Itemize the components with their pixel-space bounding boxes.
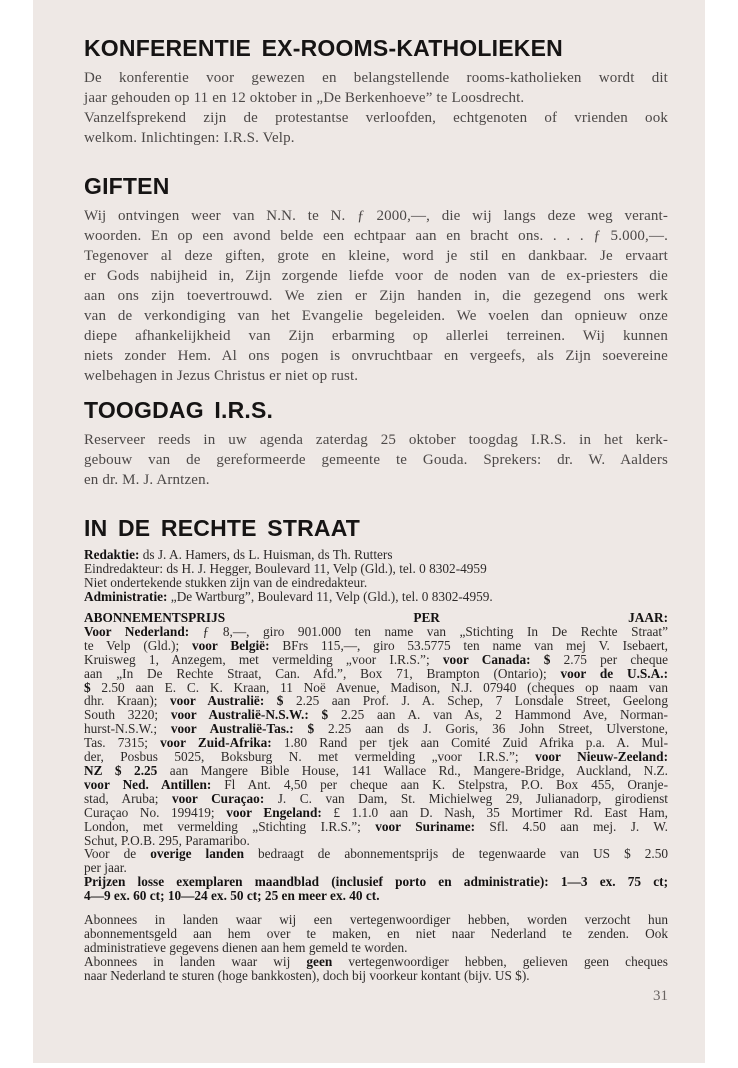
text-line <box>84 750 668 764</box>
text-line <box>84 941 668 955</box>
bold-label: Administratie: <box>84 588 168 604</box>
text-line <box>84 927 668 941</box>
bold-label: voor Zuid-Afrika: <box>160 735 272 751</box>
text-run: vertegenwoordiger hebben, gelieven geen cheques <box>332 954 668 969</box>
heading-konferentie: KONFERENTIE EX-ROOMS-KATHOLIEKEN <box>84 35 563 61</box>
text-run: aan „In De Rechte Straat, Can. Afd.”, Box 71, Brampton (Ontario); <box>84 665 561 681</box>
text-line <box>84 694 668 708</box>
text-line <box>84 847 668 861</box>
bold-label: voor Nieuw-Zeeland: <box>535 749 668 765</box>
text-line: Wij ontvingen weer van N.N. te N. ƒ 2000,—, die wij langs deze weg verant- <box>84 208 668 224</box>
text-line: Vanzelfsprekend zijn de protestantse verloofden, echtgenoten of vrienden ook <box>84 110 668 126</box>
text-line <box>84 681 668 695</box>
colofon-note-vertegenwoordiger <box>84 913 668 955</box>
text-run: Fl Ant. 4,50 per cheque aan K. Stelpstra, P.O. Box 455, Oranje- <box>211 776 668 792</box>
text-line <box>84 792 668 806</box>
text-line <box>84 778 668 792</box>
bold-label: voor België: <box>191 637 270 653</box>
text-run: „De Wartburg”, Boulevard 11, Velp (Gld.), tel. 0 8302-4959. <box>167 588 493 604</box>
text-run: 2.25 aan A. van As, 2 Hammond Ave, Norman- <box>328 707 668 723</box>
text-run: Kruisweg 1, Anzegem, met vermelding „voor I.R.S.”; <box>84 651 443 667</box>
heading-giften: GIFTEN <box>84 173 170 199</box>
text-line: jaar gehouden op 11 en 12 oktober in „De Berkenhoeve” te Loosdrecht. <box>84 90 525 106</box>
text-line: Tegenover al deze giften, grote en kleine, word je stil en dankbaar. Je ervaart <box>84 248 668 264</box>
text-run: ds J. A. Hamers, ds L. Huisman, ds Th. Rutters <box>139 547 393 562</box>
text-line <box>84 955 668 969</box>
text-line <box>84 875 668 889</box>
text-line: welkom. Inlichtingen: I.R.S. Velp. <box>84 130 295 146</box>
text-run: te Velp (Gld.); <box>84 637 192 653</box>
text-run: BFrs 115,—, giro 53.5775 ten name van mej V. Isebaert, <box>269 637 668 653</box>
colofon-redaktie <box>84 548 668 604</box>
text-line <box>84 576 668 590</box>
bold-label: NZ $ 2.25 <box>84 762 158 778</box>
text-run: Sfl. 4.50 aan mej. J. W. <box>475 818 668 834</box>
bold-label: geen <box>306 954 333 969</box>
text-run: Abonnees in landen waar wij <box>84 954 307 969</box>
text-line: Reserveer reeds in uw agenda zaterdag 25 oktober toogdag I.R.S. in het kerk- <box>84 432 668 448</box>
bold-label: Redaktie: <box>84 547 140 562</box>
text-line: er Gods nabijheid in, Zijn zorgende liefde voor de noden van de ex-priesters die <box>84 268 668 284</box>
text-run: Eindredakteur: ds H. J. Hegger, Boulevard 11, Velp (Gld.), tel. 0 8302-4959 <box>84 560 487 576</box>
text-run: London, met vermelding „Stichting I.R.S.”; <box>84 818 376 834</box>
text-run: bedraagt de abonnementsprijs de tegenwaarde van US $ 2.50 <box>243 846 669 862</box>
bold-label: voor Australië-N.S.W.: $ <box>170 707 329 723</box>
text-line: diepe afhankelijkheid van Zijn erbarming op allerlei terreinen. Wij kunnen <box>84 328 668 344</box>
text-line: en dr. M. J. Arntzen. <box>84 472 210 488</box>
text-run: dhr. Kraan); <box>84 693 170 709</box>
text-run: £ 1.1.0 aan D. Nash, 35 Mortimer Rd. East Ham, <box>321 804 668 820</box>
bold-label: voor Australië-Tas.: $ <box>170 721 315 737</box>
text-run: 2.75 per cheque <box>550 651 669 667</box>
bold-label: Voor Nederland: <box>84 623 190 639</box>
text-line: woorden. En op een avond belde een echtpaar aan en bracht ons. . . . ƒ 5.000,—. <box>84 228 668 244</box>
bold-label: Prijzen losse exemplaren maandblad (inclusief porto en administratie): 1—3 ex. 75 ct; <box>84 874 668 890</box>
text-line: welbehagen in Jezus Christus er niet op rust. <box>84 368 359 384</box>
text-line <box>84 653 668 667</box>
text-line <box>84 764 668 778</box>
paragraph-toogdag <box>84 430 668 490</box>
text-line: aan ons zijn toevertrouwd. We zien er Zijn handen in, die gezegend ons werk <box>84 288 668 304</box>
text-line <box>84 820 668 834</box>
bold-label: voor Australië: $ <box>169 693 284 709</box>
heading-toogdag: TOOGDAG I.R.S. <box>84 397 274 423</box>
text-line <box>84 861 668 875</box>
bold-label: voor Suriname: <box>375 818 476 834</box>
page-number: 31 <box>653 988 668 1004</box>
heading-colofon: IN DE RECHTE STRAAT <box>84 515 361 541</box>
text-run: hurst-N.S.W.; <box>84 721 171 737</box>
text-run: der, Posbus 5025, Boksburg N. met vermelding „voor I.R.S.”; <box>84 749 536 765</box>
text-line <box>84 806 668 820</box>
text-line <box>84 625 668 639</box>
text-line: van de verkondiging van het Evangelie begeleiden. We voelen dan opnieuw onze <box>84 308 668 324</box>
text-run: 2.50 aan E. C. K. Kraan, 11 Noë Avenue, Madison, N.J. 07940 (cheques op naam van <box>90 679 668 695</box>
text-line <box>84 611 668 625</box>
text-line <box>84 562 668 576</box>
text-run: naar Nederland te sturen (hoge bankkosten), doch bij voorkeur kontant (bijv. US $). <box>84 967 530 983</box>
text-run: stad, Aruba; <box>84 790 172 806</box>
text-run: aan Mangere Bible House, 141 Wallace Rd., Mangere-Bridge, Auckland, N.Z. <box>157 762 668 778</box>
text-run: South 3220; <box>84 707 171 723</box>
text-line <box>84 590 668 604</box>
text-line <box>84 736 668 750</box>
text-run: Voor de <box>84 846 151 862</box>
text-line <box>84 722 668 736</box>
bold-label: 4—9 ex. 60 ct; 10—24 ex. 50 ct; 25 en meer ex. 40 ct. <box>84 888 380 904</box>
text-line <box>84 708 668 722</box>
text-line <box>84 548 668 562</box>
text-run: administratieve gegevens dienen aan hem gemeld te worden. <box>84 939 408 955</box>
text-line <box>84 889 668 903</box>
bold-label: overige landen <box>150 846 244 862</box>
text-line: niets zonder Hem. Al ons pogen is onvruchtbaar en vergeefs, als Zijn soevereine <box>84 348 668 364</box>
text-run: ƒ 8,—, giro 901.000 ten name van „Stichting In De Rechte Straat” <box>189 623 668 639</box>
bold-label: voor Curaçao: <box>171 790 265 806</box>
text-run: Schut, P.O.B. 295, Paramaribo. <box>84 832 250 848</box>
bold-label: voor de U.S.A.: <box>560 665 668 681</box>
bold-label: $ <box>84 679 91 695</box>
text-run: 2.25 aan ds J. Goris, 36 John Street, Ulverstone, <box>314 721 669 737</box>
text-run: Tas. 7315; <box>84 735 161 751</box>
text-run: J. C. van Dam, St. Michielweg 29, Julianadorp, girodienst <box>264 790 668 806</box>
text-line: De konferentie voor gewezen en belangstellende rooms-katholieken wordt dit <box>84 70 668 86</box>
paragraph-konferentie-1 <box>84 68 668 108</box>
text-run: abonnementsgeld aan hem over te maken, en niet naar Nederland te zenden. Ook <box>84 925 668 941</box>
text-line <box>84 969 668 983</box>
text-run: 1.80 Rand per tjek aan Comité Zuid Afrika p.a. A. Mul- <box>271 735 668 751</box>
text-line <box>84 639 668 653</box>
text-line <box>84 913 668 927</box>
text-run: per jaar. <box>84 860 127 876</box>
text-line <box>84 667 668 681</box>
bold-label: voor Ned. Antillen: <box>84 776 212 792</box>
text-run: Curaçao No. 199419; <box>84 804 227 820</box>
paragraph-giften <box>84 206 668 386</box>
colofon-note-geen-vertegenwoordiger <box>84 955 668 983</box>
text-line: gebouw van de gereformeerde gemeente te Gouda. Sprekers: dr. W. Aalders <box>84 452 668 468</box>
text-line <box>84 834 668 848</box>
paragraph-konferentie-2 <box>84 108 668 148</box>
text-run: Abonnees in landen waar wij een vertegenwoordiger hebben, worden verzocht hun <box>84 912 668 927</box>
bold-label: ABONNEMENTSPRIJS PER JAAR: <box>84 610 668 625</box>
text-run: 2.25 aan Prof. J. A. Schep, 7 Lonsdale Street, Geelong <box>283 693 668 709</box>
bold-label: voor Canada: $ <box>442 651 551 667</box>
text-run: Niet ondertekende stukken zijn van de eindredakteur. <box>84 574 368 590</box>
bold-label: voor Engeland: <box>226 804 322 820</box>
colofon-abonnementsprijs <box>84 611 668 903</box>
